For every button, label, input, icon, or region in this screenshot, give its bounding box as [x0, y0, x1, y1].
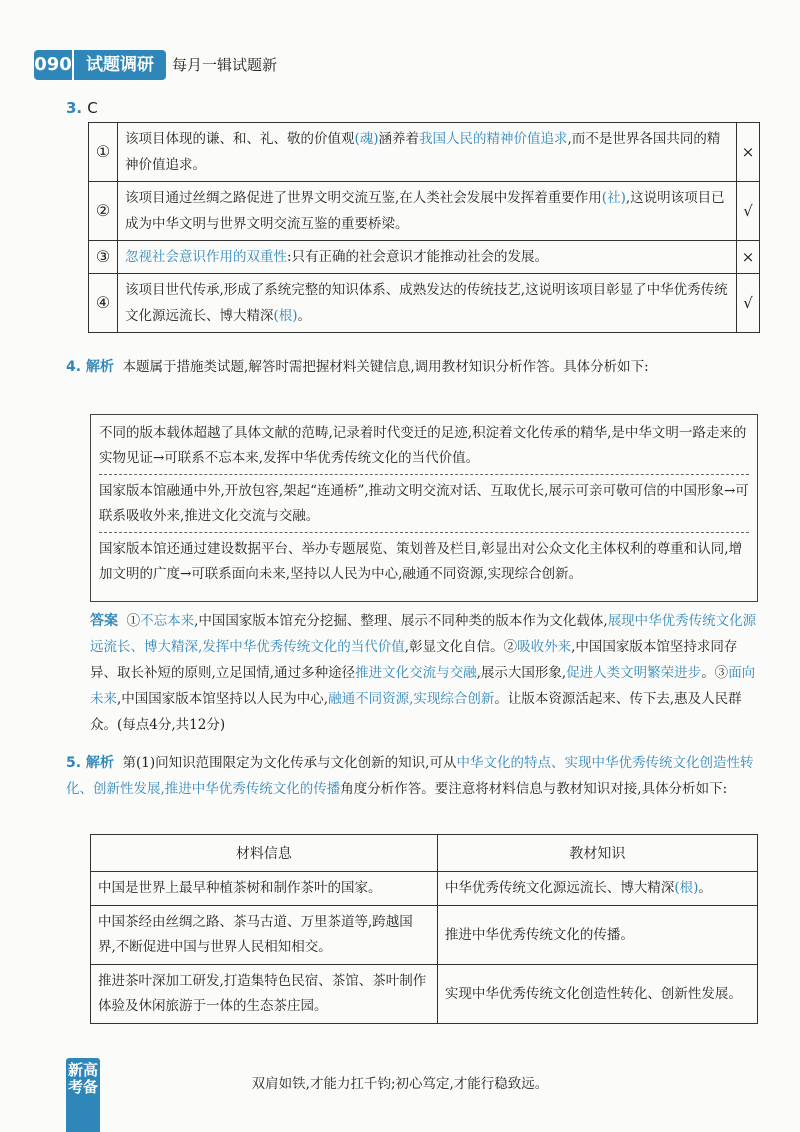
row-text: 该项目通过丝绸之路促进了世界文明交流互鉴,在人类社会发展中发挥着重要作用(社),这说明该项目已成为中华文明与世界文明交流互鉴的重要桥梁。: [118, 182, 737, 241]
q4-analysis-box: [90, 414, 758, 602]
row-text: 该项目体现的谦、和、礼、敬的价值观(魂)涵养着我国人民的精神价值追求,而不是世界各国共同的精神价值追求。: [118, 123, 737, 182]
material-info: 中国是世界上最早种植茶树和制作茶叶的国家。: [91, 872, 438, 906]
table-row: [89, 274, 760, 333]
correct-mark: √: [737, 274, 760, 333]
q3-heading: [66, 98, 98, 117]
table-header-row: [91, 835, 758, 872]
table-row: [89, 123, 760, 182]
row-number: ④: [89, 274, 118, 333]
correct-mark: √: [737, 182, 760, 241]
analysis-item: 国家版本馆融通中外,开放包容,架起“连通桥”,推动文明交流对话、互取优长,展示可亲可敬可信的中国形象→可联系吸收外来,推进文化交流与交融。: [99, 474, 749, 532]
answer-label: 答案: [90, 613, 118, 629]
row-number: ③: [89, 241, 118, 274]
textbook-knowledge: 实现中华优秀传统文化创造性转化、创新性发展。: [437, 965, 757, 1024]
wrong-mark: ×: [737, 241, 760, 274]
table-row: [91, 906, 758, 965]
wrong-mark: ×: [737, 123, 760, 182]
table-row: [91, 872, 758, 906]
side-tab: 新高考备: [66, 1058, 100, 1132]
column-header: 教材知识: [437, 835, 757, 872]
material-info: 推进茶叶深加工研发,打造集特色民宿、茶馆、茶叶制作体验及休闲旅游于一体的生态茶庄园。: [91, 965, 438, 1024]
page-number: 090: [34, 50, 72, 80]
row-text: 该项目世代传承,形成了系统完整的知识体系、成熟发达的传统技艺,这说明该项目彰显了中华优秀传统文化源远流长、博大精深(根)。: [118, 274, 737, 333]
q4-intro: [66, 354, 762, 380]
material-info: 中国茶经由丝绸之路、茶马古道、万里茶道等,跨越国界,不断促进中国与世界人民相知相交。: [91, 906, 438, 965]
row-text: 忽视社会意识作用的双重性:只有正确的社会意识才能推动社会的发展。: [118, 241, 737, 274]
q4-intro-text: 本题属于措施类试题,解答时需把握材料关键信息,调用教材知识分析作答。具体分析如下:: [122, 359, 649, 375]
q3-analysis-table: [88, 122, 760, 333]
q4-answer: 答案 ①不忘本来,中国国家版本馆充分挖掘、整理、展示不同种类的版本作为文化载体,展现中华优秀传统文化源远流长、博大精深,发挥中华优秀传统文化的当代价值,彰显文化自信。②吸收外来,中国国家版本馆坚持求同存异、取长补短的原则,立足国情,通过多种途径推进文化交流与交融,展示大国形象,促进人类文明繁荣进步。③面向未来,中国国家版本馆坚持以人民为中心,融通不同资源,实现综合创新。让版本资源活起来、传下去,惠及人民群众。(每点4分,共12分): [90, 613, 757, 733]
row-number: ①: [89, 123, 118, 182]
table-row: [89, 182, 760, 241]
header-subtitle: 每月一辑试题新: [172, 56, 278, 74]
q5-analysis-table: [90, 834, 758, 1024]
analysis-item: 国家版本馆还通过建设数据平台、举办专题展览、策划普及栏目,彰显出对公众文化主体权利的尊重和认同,增加文明的广度→可联系面向未来,坚持以人民为中心,融通不同资源,实现综合创新。: [99, 532, 749, 590]
analysis-item: 不同的版本载体超越了具体文献的范畴,记录着时代变迁的足迹,积淀着文化传承的精华,是中华文明一路走来的实物见证→可联系不忘本来,发挥中华优秀传统文化的当代价值。: [99, 425, 747, 466]
table-row: [89, 241, 760, 274]
row-number: ②: [89, 182, 118, 241]
column-header: 材料信息: [91, 835, 438, 872]
section-title: 试题调研: [72, 50, 166, 80]
q4-label: 4. 解析: [66, 359, 114, 375]
footer-quote: 双肩如铁,才能力扛千钧;初心笃定,才能行稳致远。: [251, 1076, 549, 1092]
q5-label: 5. 解析: [66, 755, 114, 771]
q3-answer: C: [87, 99, 98, 117]
table-row: [91, 965, 758, 1024]
q5-intro: 5. 解析 第(1)问知识范围限定为文化传承与文化创新的知识,可从中华文化的特点、实现中华优秀传统文化创造性转化、创新性发展,推进中华优秀传统文化的传播角度分析作答。要注意将材料信息与教材知识对接,具体分析如下:: [66, 755, 754, 797]
textbook-knowledge: 中华优秀传统文化源远流长、博大精深(根)。: [437, 872, 757, 906]
q3-label: 3.: [66, 99, 83, 117]
textbook-knowledge: 推进中华优秀传统文化的传播。: [437, 906, 757, 965]
